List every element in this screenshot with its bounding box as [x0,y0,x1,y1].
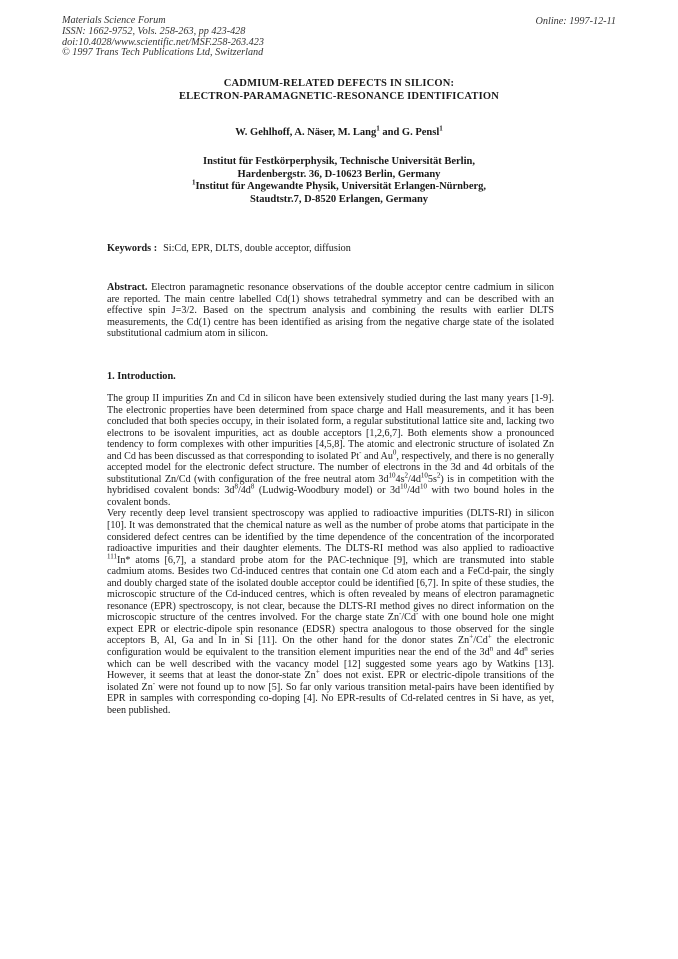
journal-doi[interactable]: doi:10.4028/www.scientific.net/MSF.258-263.423 [62,36,264,48]
title-line-2: ELECTRON-PARAMAGNETIC-RESONANCE IDENTIFICATION [178,90,500,102]
paper-title [0,78,678,103]
keywords [107,243,351,254]
paragraph: Very recently deep level transient spectroscopy was applied to radioactive impurities (DLTS-RI) in silicon [10]. It was demonstrated that the chemical nature as well as the number of probe atoms that participate in the considered defect centres can be identified by the time dependence of the concentration of the incorporated radioactive impurities and their daughter elements. The DLTS-RI method was also applied to radioactive $^{111}$In* atoms [6,7], a standard probe atom for the PAC-technique [9], which are transmuted into stable cadmium atoms. Besides two Cd-induced centres that contain one Cd atom each and a FeCd-pair, the singly and doubly charged state of the isolated double acceptor could be identified [6,7]. In spite of these studies, the microscopic structure of the Cd-induced centres, which is often revealed by means of electron paramagnetic resonance (EPR) spectroscopy, is not clear, because the DLTS-RI method gives no direct information on the microscopic structure of the centres involved. For the charge state Zn-/Cd- with one bound hole one might expect EPR or electric-dipole spin resonance (EDSR) spectra analogous to those observed for the single acceptors B, Al, Ga and In in Si [11]. On the other hand for the donor states Zn+/Cd+ the electronic configuration would be equivalent to the transition element impurities near the end of the $3d^n$ and $4d^n$ series which can be well described with the vacancy model [12] suggested some years ago by Watkins [13]. However, it seems that at least the donor-state Zn+ does not exist. EPR or electric-dipole transitions of the isolated Zn- were not found up to now [5]. So far only various transition metal-pairs have been identified by EPR in samples with corresponding co-doping [4]. No EPR-results of Cd-related centres in Si have, as yet, been published. [107,508,554,716]
affiliation-line: Institut für Festkörperphysik, Technische Universität Berlin, [203,156,475,167]
paragraph: The group II impurities Zn and Cd in silicon have been extensively studied during the last many years [1-9]. The electronic properties have been determined from space charge and Hall measurements, and it has been concluded that both species occupy, in their isolated form, a regular substitutional lattice site and, lacking two electrons to be isovalent impurities, act as double acceptors [1,2,6,7]. Both elements show a pronounced tendency to form complexes with other impurities [4,5,8]. The atomic and electronic structure of isolated Zn and Cd has been discussed as that corresponding to isolated Pt- and Au$^0$, respectively, and there is no generally accepted model for the electronic defect structure. The number of electrons in the 3d and 4d orbitals of the substitutional Zn/Cd (with configuration of the free neutral atom $3d^{10}4s^2/4d^{10}5s^2$) is in competition with the hybridised covalent bonds: $3d^8/4d^8$ (Ludwig-Woodbury model) or $3d^{10}/4d^{10}$ with two bound holes in the covalent bonds. [107,393,555,508]
authors-part-2: and G. Pensl [379,127,440,138]
keywords-label: Keywords : [107,243,158,254]
journal-header [62,16,264,59]
affiliation-mark: 1 [191,178,196,187]
title-line-1: CADMIUM-RELATED DEFECTS IN SILICON: [223,78,455,89]
abstract [107,282,554,340]
online-date: Online: 1997-12-11 [535,16,616,27]
section-heading: 1. Introduction. [107,371,176,382]
abstract-text: Electron paramagnetic resonance observations of the double acceptor centre cadmium in silicon are reported. The main centre labelled Cd(1) shows tetrahedral symmetry and can be described with an effective spin J=3/2. Based on the spectrum analysis and combining the results with earlier DLTS measurements, the Cd(1) centre has been identified as arising from the negative charge state of the isolated substitutional cadmium atom in silicon. [107,282,555,340]
author-affiliation-mark: 1 [439,124,443,133]
affiliation-line: Hardenbergstr. 36, D-10623 Berlin, Germany [237,168,441,180]
authors-part-1: W. Gehlhoff, A. Näser, M. Lang [235,127,377,138]
journal-copyright: © 1997 Trans Tech Publications Ltd, Switzerland [62,47,264,59]
affiliation-line: $^1$Institut für Angewandte Physik, Universität Erlangen-Nürnberg, [191,178,487,193]
author-affiliation-mark: 1 [376,124,380,133]
abstract-label: Abstract. [107,282,148,293]
affiliation-line: Staudtstr.7, D-8520 Erlangen, Germany [249,193,429,205]
journal-issn: ISSN: 1662-9752, Vols. 258-263, pp 423-428 [62,25,246,37]
affiliations [0,156,678,206]
keywords-text: Si:Cd, EPR, DLTS, double acceptor, diffusion [163,243,351,254]
journal-name: Materials Science Forum [62,15,166,26]
author-list [0,124,678,138]
introduction-body [107,393,554,716]
